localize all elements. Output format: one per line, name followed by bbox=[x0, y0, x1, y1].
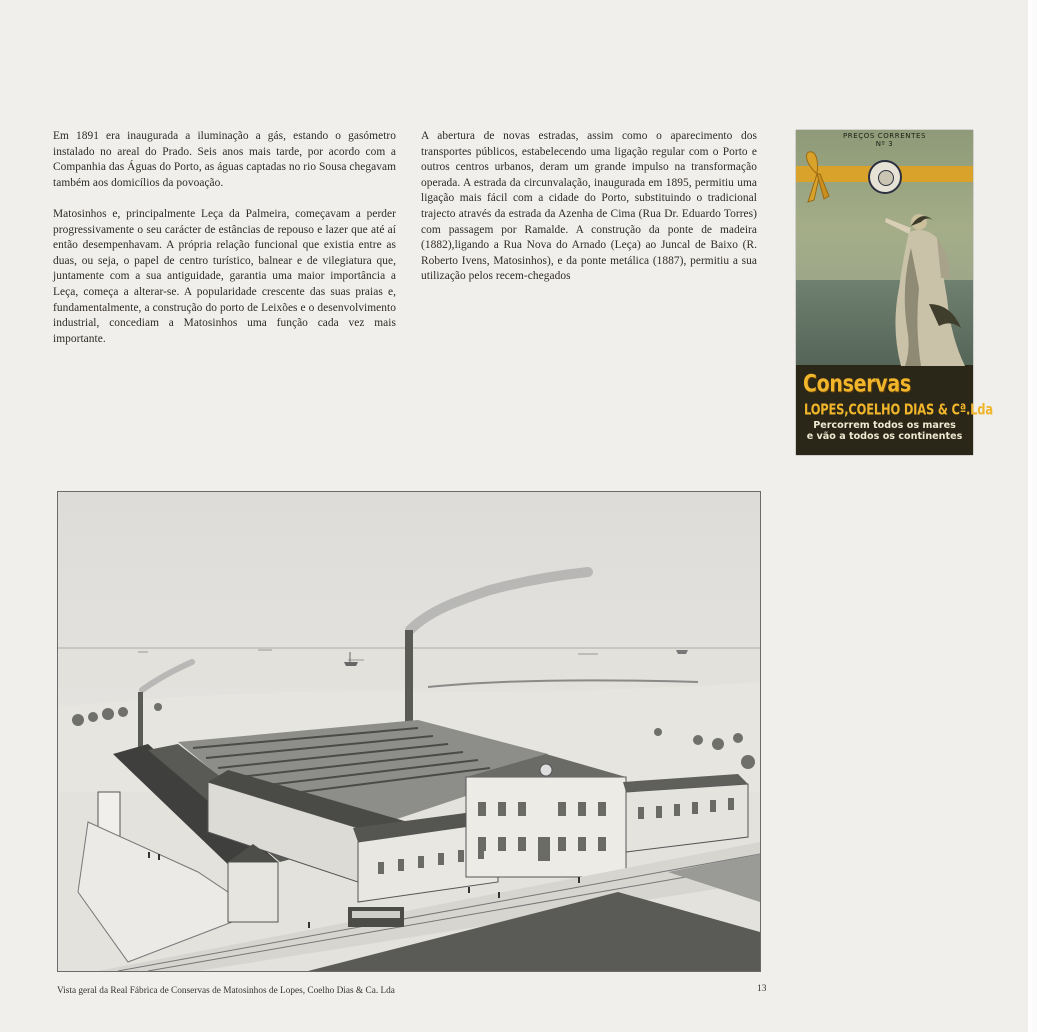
paragraph-gas-water: Em 1891 era inaugurada a iluminação a gás, estando o gasómetro instalado no areal do Prado. Seis anos mais tarde, por acordo com a Companhia das Águas do Porto, as águas captadas no rio Sousa chegavam também aos domicílios da povoação. bbox=[53, 130, 396, 189]
label-slogan: Percorrem todos os mares e vão a todos os continentes bbox=[806, 420, 963, 442]
illustration-caption: Vista geral da Real Fábrica de Conservas de Matosinhos de Lopes, Coelho Dias & Ca. Lda bbox=[57, 986, 395, 996]
paragraph-matosinhos-leca: Matosinhos e, principalmente Leça da Palmeira, começavam a perder progressivamente o seu carácter de estâncias de repouso e lazer que até aí então desempenhavam. A própria relação funcional que existia entre as duas, ou seja, o papel de centro turístico, balnear e de vilegiatura que, juntamente com a sua antiguidade, garantia uma maior importância a Leça, começa a alterar-se. A popularidade crescente das suas praias e, fundamentalmente, a construção do porto de Leixões e o desenvolvimento industrial, concediam a Matosinhos uma função cada vez mais importante. bbox=[53, 207, 396, 345]
label-brand: Conservas bbox=[803, 370, 911, 398]
factory-illustration bbox=[58, 492, 760, 971]
text-column-right bbox=[421, 129, 757, 285]
paragraph-roads-transport: A abertura de novas estradas, assim como o aparecimento dos transportes públicos, estabelecendo uma ligação regular com o Porto e outros centros urbanos, deram um grande impulso na transformação operada. A estrada da circunvalação, inaugurada em 1895, permitiu uma ligação mais fácil com a cidade do Porto, substituindo o tradicional trajecto através da estrada da Azenha de Cima (Rua Dr. Eduardo Torres) com passagem por Ramalde. A construção da ponte de madeira (1882),ligando a Rua Nova do Arnado (Leça) ao Juncal de Baixo (R. Roberto Ivens, Matosinhos), e da ponte metálica (1887), permitiu a sua utilização pelos recem-chegados bbox=[421, 130, 757, 283]
ribbon-bow-icon bbox=[802, 144, 832, 204]
page-number: 13 bbox=[757, 984, 767, 994]
page-edge bbox=[1028, 0, 1037, 1032]
conservas-advert-label bbox=[796, 130, 993, 455]
text-column-left bbox=[53, 129, 396, 347]
factory-engraving bbox=[57, 491, 761, 972]
allegorical-figure-icon bbox=[881, 208, 971, 368]
label-medal-emblem bbox=[868, 160, 902, 194]
label-company: LOPES,COELHO DIAS & Cª.Lda bbox=[804, 400, 993, 419]
label-price-heading: PREÇOS CORRENTES Nº 3 bbox=[842, 132, 927, 148]
